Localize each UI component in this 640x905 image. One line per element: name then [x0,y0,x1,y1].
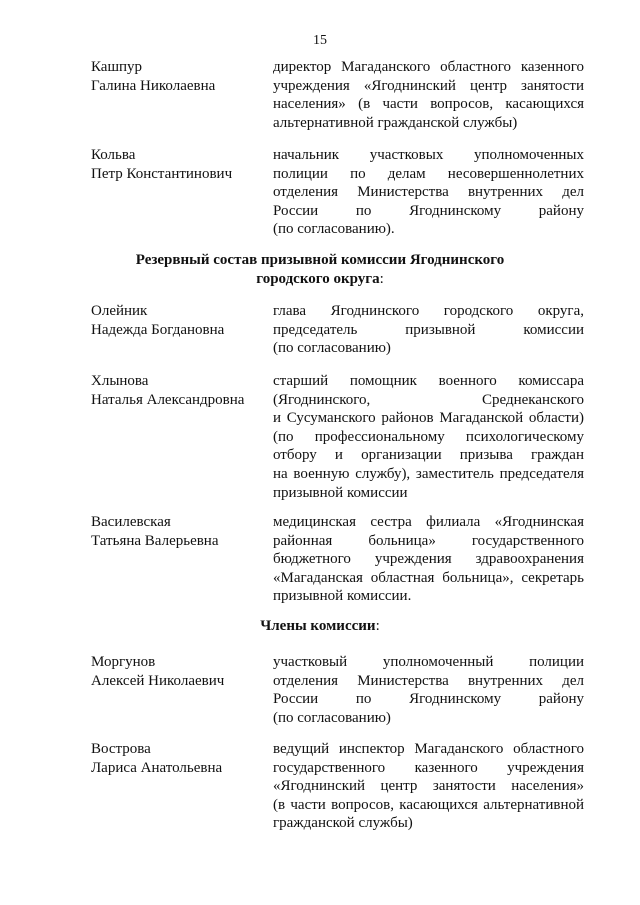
role-line: (по согласованию) [273,709,391,726]
member-given-names: Татьяна Валерьевна [91,532,219,549]
member-role [273,146,584,239]
role-line: государственного казенного учреждения [273,759,584,776]
role-line: и Сусуманского районов Магаданской области) [273,410,584,427]
section-heading-reserve [0,251,640,289]
heading-colon: : [379,271,384,287]
member-name [91,740,222,777]
member-name [91,653,224,690]
role-line: старший помощник военного комиссара [273,373,584,389]
role-line: «Магаданская областная больница», секретарь [273,569,584,586]
role-line: на военную службу), заместитель председателя [273,465,584,482]
member-given-names: Петр Константинович [91,165,233,182]
member-given-names: Алексей Николаевич [91,672,225,689]
role-line: начальник участковых уполномоченных [273,147,584,163]
member-given-names: Лариса Анатольевна [91,759,223,776]
heading-line [0,270,640,289]
role-line: «Ягоднинский центр занятости населения» [273,778,584,795]
role-line: участковый уполномоченный полиции [273,654,584,670]
role-line: (Ягоднинского, Среднеканского [273,391,584,408]
role-line: гражданской службы) [273,815,413,832]
page-number: 15 [313,33,327,48]
role-line: председатель призывной комиссии [273,321,584,338]
member-given-names: Галина Николаевна [91,77,216,94]
role-line: полиции по делам несовершеннолетних [273,165,584,182]
role-line: (по согласованию) [273,340,391,357]
role-line: призывной комиссии. [273,588,412,605]
role-line: медицинская сестра филиала «Ягоднинская [273,514,584,530]
heading-text: Члены комиссии [260,618,376,634]
member-surname: Кашпур [91,59,143,75]
member-surname: Моргунов [91,654,156,670]
heading-colon: : [375,618,380,634]
member-name [91,146,232,183]
member-role [273,372,584,502]
role-line: бюджетного учреждения здравоохранения [273,551,584,568]
member-surname: Кольва [91,147,136,163]
member-surname: Хлынова [91,373,149,389]
member-name [91,58,215,95]
role-line: населения» (в части вопросов, касающихся [273,96,584,113]
member-name [91,302,224,339]
role-line: России по Ягоднинскому району [273,202,584,219]
member-role [273,513,584,606]
member-given-names: Надежда Богдановна [91,321,225,338]
role-line: глава Ягоднинского городского округа, [273,303,584,319]
role-line: альтернативной гражданской службы) [273,114,518,131]
role-line: России по Ягоднинскому району [273,691,584,708]
role-line: районная больница» государственного [273,532,584,549]
role-line: отбору и организации призыва граждан [273,447,584,464]
role-line: (по профессиональному психологическому [273,428,584,445]
heading-line: Резервный состав призывной комиссии Ягоднинского [135,252,505,268]
role-line: директор Магаданского областного казенного [273,59,584,75]
heading-text: городского округа [256,271,380,287]
member-role [273,740,584,833]
member-role [273,58,584,132]
member-surname: Вострова [91,741,151,757]
member-role [273,302,584,358]
member-surname: Василевская [91,514,171,530]
role-line: призывной комиссии [273,484,408,501]
role-line: отделения Министерства внутренних дел [273,672,584,689]
role-line: отделения Министерства внутренних дел [273,184,584,201]
role-line: учреждения «Ягоднинский центр занятости [273,77,584,94]
member-given-names: Наталья Александровна [91,391,245,408]
role-line: (в части вопросов, касающихся альтернативной [273,796,584,813]
section-heading-members [0,617,640,636]
role-line: ведущий инспектор Магаданского областного [273,741,584,757]
member-name [91,372,244,409]
member-name [91,513,219,550]
member-role [273,653,584,727]
member-surname: Олейник [91,303,148,319]
role-line: (по согласованию). [273,221,395,238]
